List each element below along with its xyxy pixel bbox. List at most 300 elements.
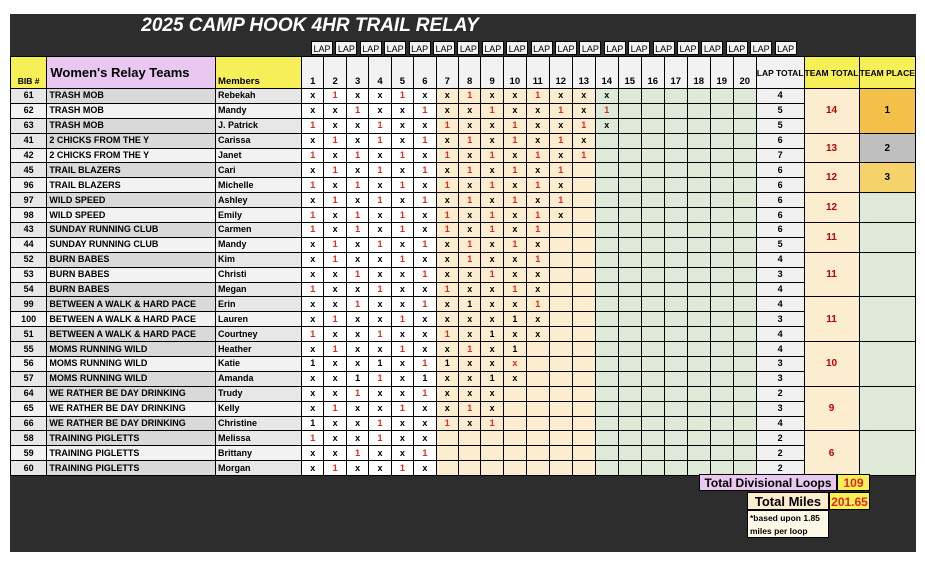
lap-cell-15 [618,163,641,178]
lap-cell-8: x [458,357,480,372]
lap-cell-12 [549,357,572,372]
lap-cell-11: x [526,327,549,342]
lap-cell-20 [733,237,756,252]
lap-cell-5: x [391,267,413,282]
lap-cell-18 [687,237,710,252]
lap-cell-15 [618,193,641,208]
lap-cell-10: x [503,267,526,282]
lap-cell-13 [572,386,595,401]
member-cell: Carissa [216,133,302,148]
lap-cell-8: x [458,282,480,297]
team-name-cell: TRAIL BLAZERS [47,178,216,193]
lap-cell-15 [618,342,641,357]
lap-cell-2: x [324,357,346,372]
lap-cell-7: x [436,193,458,208]
lap-cell-8: 1 [458,193,480,208]
lap-cell-1: 1 [302,327,324,342]
lap-cell-20 [733,223,756,238]
lap-cell-3: 1 [346,223,368,238]
lap-total-cell: 6 [756,193,804,208]
lap-cell-4: 1 [369,118,391,133]
team-total-cell: 11 [804,252,859,297]
lap-total-cell: 3 [756,312,804,327]
lap-cell-19 [710,252,733,267]
lap-cell-8: 1 [458,133,480,148]
lap-cell-16 [641,163,664,178]
lap-cell-3: 1 [346,148,368,163]
lap-cell-13 [572,282,595,297]
lap-cell-2: 1 [324,133,346,148]
lap-cell-6: x [414,282,436,297]
lap-cell-12: 1 [549,193,572,208]
lap-cell-1: 1 [302,431,324,446]
lap-cell-3: x [346,237,368,252]
lap-cell-12: x [549,89,572,104]
lap-cell-19 [710,282,733,297]
bib-cell: 43 [11,223,47,238]
lap-cell-10 [503,461,526,476]
lap-tab-11: LAP [555,41,577,55]
lap-tab-2: LAP [335,41,357,55]
lap-cell-16 [641,416,664,431]
header-lap-10: 10 [503,57,526,89]
lap-cell-1: x [302,267,324,282]
lap-cell-12 [549,312,572,327]
lap-cell-6: 1 [414,237,436,252]
lap-cell-6: x [414,118,436,133]
lap-cell-2: x [324,178,346,193]
lap-cell-15 [618,89,641,104]
lap-cell-13 [572,163,595,178]
lap-cell-1: x [302,297,324,312]
member-cell: Mandy [216,237,302,252]
lap-cell-1: x [302,401,324,416]
lap-total-cell: 5 [756,237,804,252]
lap-cell-14 [595,133,618,148]
team-name-cell: MOMS RUNNING WILD [47,357,216,372]
lap-cell-12: x [549,148,572,163]
lap-cell-9: x [481,252,503,267]
lap-cell-16 [641,312,664,327]
lap-cell-13 [572,401,595,416]
team-name-cell: BETWEEN A WALK & HARD PACE [47,297,216,312]
lap-cell-6: 1 [414,163,436,178]
lap-cell-13 [572,178,595,193]
lap-cell-13 [572,208,595,223]
lap-tab-13: LAP [604,41,626,55]
lap-cell-20 [733,431,756,446]
lap-cell-9: x [481,133,503,148]
lap-cell-11: 1 [526,252,549,267]
lap-cell-5: x [391,103,413,118]
header-members: Members [216,57,302,89]
lap-total-cell: 3 [756,371,804,386]
team-name-cell: BETWEEN A WALK & HARD PACE [47,312,216,327]
table-row [11,118,916,133]
lap-cell-16 [641,282,664,297]
lap-cell-4: x [369,252,391,267]
header-lap-3: 3 [346,57,368,89]
lap-cell-1: x [302,371,324,386]
lap-cell-19 [710,416,733,431]
bib-cell: 52 [11,252,47,267]
lap-cell-16 [641,89,664,104]
table-row [11,282,916,297]
lap-cell-20 [733,118,756,133]
lap-cell-7: x [436,312,458,327]
lap-cell-19 [710,103,733,118]
lap-cell-17 [664,446,687,461]
header-lap-6: 6 [414,57,436,89]
lap-cell-13 [572,357,595,372]
member-cell: Carmen [216,223,302,238]
lap-cell-10: 1 [503,118,526,133]
table-row [11,237,916,252]
lap-total-cell: 6 [756,208,804,223]
lap-cell-12: 1 [549,103,572,118]
lap-cell-12 [549,237,572,252]
lap-cell-10: x [503,178,526,193]
lap-cell-12: x [549,118,572,133]
bib-cell: 44 [11,237,47,252]
lap-cell-14 [595,357,618,372]
lap-cell-6: x [414,89,436,104]
lap-cell-3: x [346,163,368,178]
bib-cell: 54 [11,282,47,297]
lap-tab-12: LAP [579,41,601,55]
lap-cell-8: x [458,267,480,282]
lap-cell-3: x [346,282,368,297]
bib-cell: 60 [11,461,47,476]
lap-total-cell: 3 [756,401,804,416]
lap-cell-15 [618,446,641,461]
team-name-cell: TRASH MOB [47,118,216,133]
lap-cell-15 [618,357,641,372]
lap-cell-11: x [526,193,549,208]
lap-cell-13: x [572,89,595,104]
lap-total-cell: 2 [756,461,804,476]
lap-cell-15 [618,223,641,238]
lap-cell-14 [595,208,618,223]
lap-cell-6: x [414,312,436,327]
table-row [11,327,916,342]
lap-cell-5: 1 [391,461,413,476]
team-place-cell: 3 [859,163,916,193]
lap-cell-1: x [302,89,324,104]
team-place-cell: 1 [859,89,916,134]
lap-cell-15 [618,401,641,416]
lap-cell-11: 1 [526,178,549,193]
lap-cell-18 [687,103,710,118]
lap-cell-4: x [369,342,391,357]
header-lap-4: 4 [369,57,391,89]
lap-cell-18 [687,133,710,148]
lap-cell-11 [526,371,549,386]
lap-cell-20 [733,148,756,163]
lap-cell-18 [687,282,710,297]
lap-cell-12 [549,327,572,342]
lap-cell-6: x [414,148,436,163]
lap-cell-3: 1 [346,208,368,223]
team-total-cell: 11 [804,223,859,253]
lap-cell-3: 1 [346,446,368,461]
lap-cell-12 [549,431,572,446]
table-row [11,267,916,282]
lap-cell-8 [458,461,480,476]
lap-cell-7: x [436,89,458,104]
lap-cell-20 [733,297,756,312]
lap-cell-1: x [302,446,324,461]
header-team-total: TEAM TOTAL [804,57,859,89]
table-row [11,371,916,386]
header-lap-7: 7 [436,57,458,89]
lap-tab-15: LAP [653,41,675,55]
lap-cell-3: x [346,312,368,327]
lap-cell-1: 1 [302,208,324,223]
lap-cell-1: 1 [302,223,324,238]
lap-cell-15 [618,133,641,148]
lap-cell-5: x [391,431,413,446]
lap-cell-4: x [369,297,391,312]
table-row [11,89,916,104]
lap-cell-7: 1 [436,178,458,193]
lap-cell-5: x [391,386,413,401]
lap-cell-19 [710,178,733,193]
lap-cell-18 [687,371,710,386]
lap-cell-6: 1 [414,267,436,282]
lap-cell-10: x [503,208,526,223]
lap-cell-6: 1 [414,193,436,208]
team-name-cell: BURN BABES [47,252,216,267]
lap-cell-6: 1 [414,103,436,118]
bib-cell: 100 [11,312,47,327]
lap-cell-12 [549,461,572,476]
lap-cell-6: 1 [414,446,436,461]
lap-cell-20 [733,357,756,372]
team-place-cell [859,386,916,431]
lap-cell-6: x [414,327,436,342]
lap-cell-12 [549,401,572,416]
lap-cell-9: x [481,163,503,178]
lap-cell-3: x [346,327,368,342]
lap-cell-1: 1 [302,416,324,431]
lap-cell-17 [664,223,687,238]
lap-cell-14 [595,461,618,476]
lap-cell-5: 1 [391,148,413,163]
lap-total-cell: 4 [756,327,804,342]
lap-cell-19 [710,371,733,386]
bib-cell: 99 [11,297,47,312]
lap-cell-5: 1 [391,401,413,416]
lap-cell-15 [618,103,641,118]
lap-total-cell: 4 [756,252,804,267]
lap-total-cell: 6 [756,163,804,178]
lap-cell-12 [549,267,572,282]
lap-total-cell: 2 [756,446,804,461]
lap-cell-10: x [503,148,526,163]
lap-cell-1: x [302,163,324,178]
table-row [11,446,916,461]
lap-cell-9: 1 [481,148,503,163]
lap-cell-19 [710,208,733,223]
lap-cell-19 [710,312,733,327]
member-cell: Erin [216,297,302,312]
bib-cell: 41 [11,133,47,148]
lap-cell-9: 1 [481,178,503,193]
lap-cell-3: x [346,118,368,133]
bib-cell: 66 [11,416,47,431]
lap-cell-11 [526,446,549,461]
lap-cell-11 [526,357,549,372]
lap-cell-5: 1 [391,312,413,327]
lap-cell-9: 1 [481,223,503,238]
member-cell: Kim [216,252,302,267]
lap-tab-20: LAP [775,41,797,55]
lap-cell-4: 1 [369,163,391,178]
lap-tab-19: LAP [750,41,772,55]
lap-cell-18 [687,446,710,461]
lap-cell-3: 1 [346,103,368,118]
lap-cell-4: 1 [369,133,391,148]
lap-cell-8: x [458,148,480,163]
lap-cell-18 [687,297,710,312]
lap-cell-13 [572,342,595,357]
lap-cell-20 [733,386,756,401]
lap-cell-6: 1 [414,386,436,401]
header-lap-12: 12 [549,57,572,89]
lap-cell-1: 1 [302,357,324,372]
lap-cell-10: x [503,297,526,312]
lap-tab-3: LAP [360,41,382,55]
lap-cell-1: x [302,133,324,148]
header-lap-11: 11 [526,57,549,89]
lap-cell-4: x [369,178,391,193]
bib-cell: 59 [11,446,47,461]
lap-cell-14 [595,401,618,416]
member-cell: Christine [216,416,302,431]
lap-cell-13 [572,431,595,446]
lap-cell-18 [687,163,710,178]
lap-cell-16 [641,297,664,312]
table-row [11,357,916,372]
lap-cell-1: x [302,312,324,327]
lap-cell-1: x [302,386,324,401]
team-name-cell: 2 CHICKS FROM THE Y [47,133,216,148]
lap-cell-9: x [481,357,503,372]
lap-cell-5: x [391,357,413,372]
lap-cell-5: x [391,193,413,208]
lap-cell-12 [549,386,572,401]
lap-cell-16 [641,103,664,118]
team-name-cell: TRAINING PIGLETTS [47,446,216,461]
lap-cell-2: x [324,446,346,461]
lap-cell-17 [664,118,687,133]
lap-cell-18 [687,208,710,223]
lap-total-cell: 2 [756,386,804,401]
lap-cell-11: 1 [526,297,549,312]
lap-cell-19 [710,342,733,357]
lap-cell-8 [458,446,480,461]
team-name-cell: WE RATHER BE DAY DRINKING [47,386,216,401]
member-cell: Mandy [216,103,302,118]
header-lap-15: 15 [618,57,641,89]
lap-cell-16 [641,371,664,386]
lap-cell-4: 1 [369,237,391,252]
lap-cell-17 [664,431,687,446]
lap-cell-13 [572,461,595,476]
lap-cell-4: x [369,267,391,282]
lap-cell-17 [664,148,687,163]
header-lap-14: 14 [595,57,618,89]
bib-cell: 57 [11,371,47,386]
lap-cell-7: 1 [436,148,458,163]
lap-cell-17 [664,89,687,104]
lap-cell-10: 1 [503,282,526,297]
lap-cell-8: x [458,416,480,431]
table-row [11,431,916,446]
lap-cell-7: x [436,386,458,401]
lap-cell-5: 1 [391,223,413,238]
lap-cell-6: 1 [414,357,436,372]
lap-cell-7: 1 [436,118,458,133]
lap-cell-9 [481,461,503,476]
lap-cell-13: 1 [572,148,595,163]
lap-cell-15 [618,282,641,297]
team-name-cell: MOMS RUNNING WILD [47,371,216,386]
team-place-cell [859,342,916,387]
lap-cell-17 [664,267,687,282]
lap-cell-10 [503,386,526,401]
bib-cell: 98 [11,208,47,223]
lap-cell-16 [641,133,664,148]
lap-cell-6: 1 [414,133,436,148]
lap-cell-3: x [346,89,368,104]
member-cell: Megan [216,282,302,297]
lap-cell-4: x [369,386,391,401]
lap-cell-10: x [503,252,526,267]
lap-cell-9 [481,431,503,446]
lap-cell-10: x [503,89,526,104]
lap-cell-7: 1 [436,416,458,431]
lap-cell-2: x [324,223,346,238]
lap-cell-10: x [503,223,526,238]
member-cell: Lauren [216,312,302,327]
lap-cell-9: x [481,342,503,357]
lap-cell-2: 1 [324,401,346,416]
lap-cell-4: x [369,148,391,163]
lap-cell-18 [687,89,710,104]
team-name-cell: WILD SPEED [47,193,216,208]
lap-cell-16 [641,342,664,357]
lap-cell-13 [572,297,595,312]
lap-cell-2: 1 [324,89,346,104]
header-lap-total: LAP TOTAL [756,57,804,89]
team-place-cell [859,223,916,253]
team-name-cell: TRASH MOB [47,103,216,118]
lap-cell-8: 1 [458,163,480,178]
lap-cell-8: x [458,327,480,342]
lap-cell-13: 1 [572,118,595,133]
lap-cell-19 [710,118,733,133]
lap-cell-18 [687,118,710,133]
team-name-cell: MOMS RUNNING WILD [47,342,216,357]
results-sheet [10,14,916,552]
header-teams: Women's Relay Teams [47,57,216,89]
lap-cell-19 [710,357,733,372]
lap-cell-1: x [302,103,324,118]
lap-cell-7: 1 [436,357,458,372]
lap-cell-2: x [324,297,346,312]
